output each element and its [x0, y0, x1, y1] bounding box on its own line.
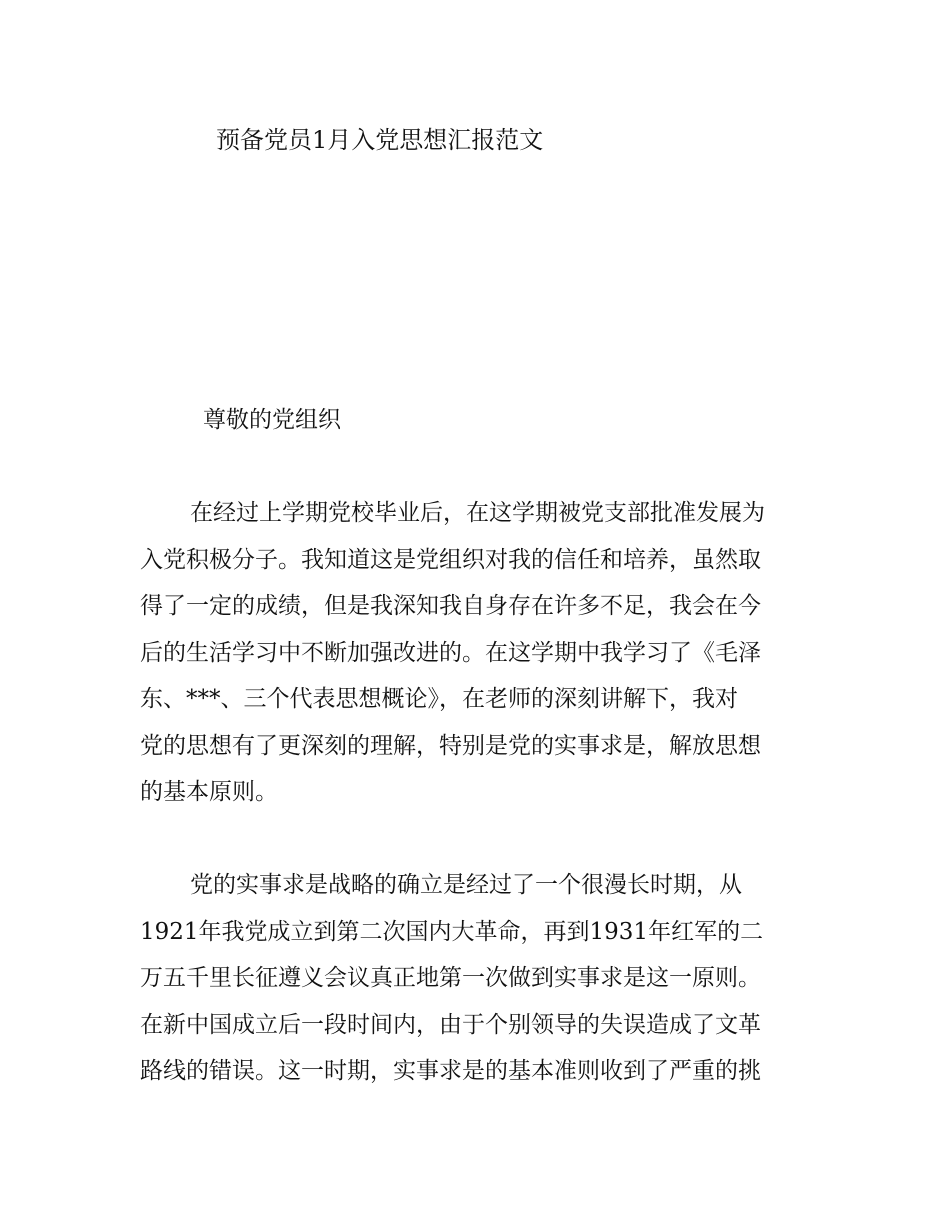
document-title: 预备党员1月入党思想汇报范文 — [216, 126, 544, 154]
paragraph-line: 党的实事求是战略的确立是经过了一个很漫长时期，从 — [190, 872, 742, 898]
paragraph-line: 东、***、三个代表思想概论》，在老师的深刻讲解下，我对 — [140, 686, 738, 712]
paragraph-line: 得了一定的成绩，但是我深知我自身存在许多不足，我会在今 — [140, 593, 761, 619]
paragraph-line: 在新中国成立后一段时间内，由于个别领导的失误造成了文革 — [140, 1011, 761, 1038]
paragraph-line: 后的生活学习中不断加强改进的。在这学期中我学习了《毛泽 — [140, 639, 761, 666]
paragraph-2 — [140, 862, 820, 1095]
paragraph-line: 入党积极分子。我知道这是党组织对我的信任和培养，虽然取 — [140, 546, 761, 573]
salutation: 尊敬的党组织 — [203, 407, 341, 433]
paragraph-1 — [140, 490, 820, 816]
paragraph-line: 的基本原则。 — [140, 779, 278, 805]
paragraph-line: 在经过上学期党校毕业后，在这学期被党支部批准发展为 — [190, 500, 765, 526]
paragraph-line: 万五千里长征遵义会议真正地第一次做到实事求是这一原则。 — [140, 965, 761, 991]
paragraph-line: 党的思想有了更深刻的理解，特别是党的实事求是，解放思想 — [140, 732, 761, 759]
paragraph-line: 1921年我党成立到第二次国内大革命，再到1931年红军的二 — [140, 918, 764, 945]
paragraph-line: 路线的错误。这一时期，实事求是的基本准则收到了严重的挑 — [140, 1058, 761, 1084]
